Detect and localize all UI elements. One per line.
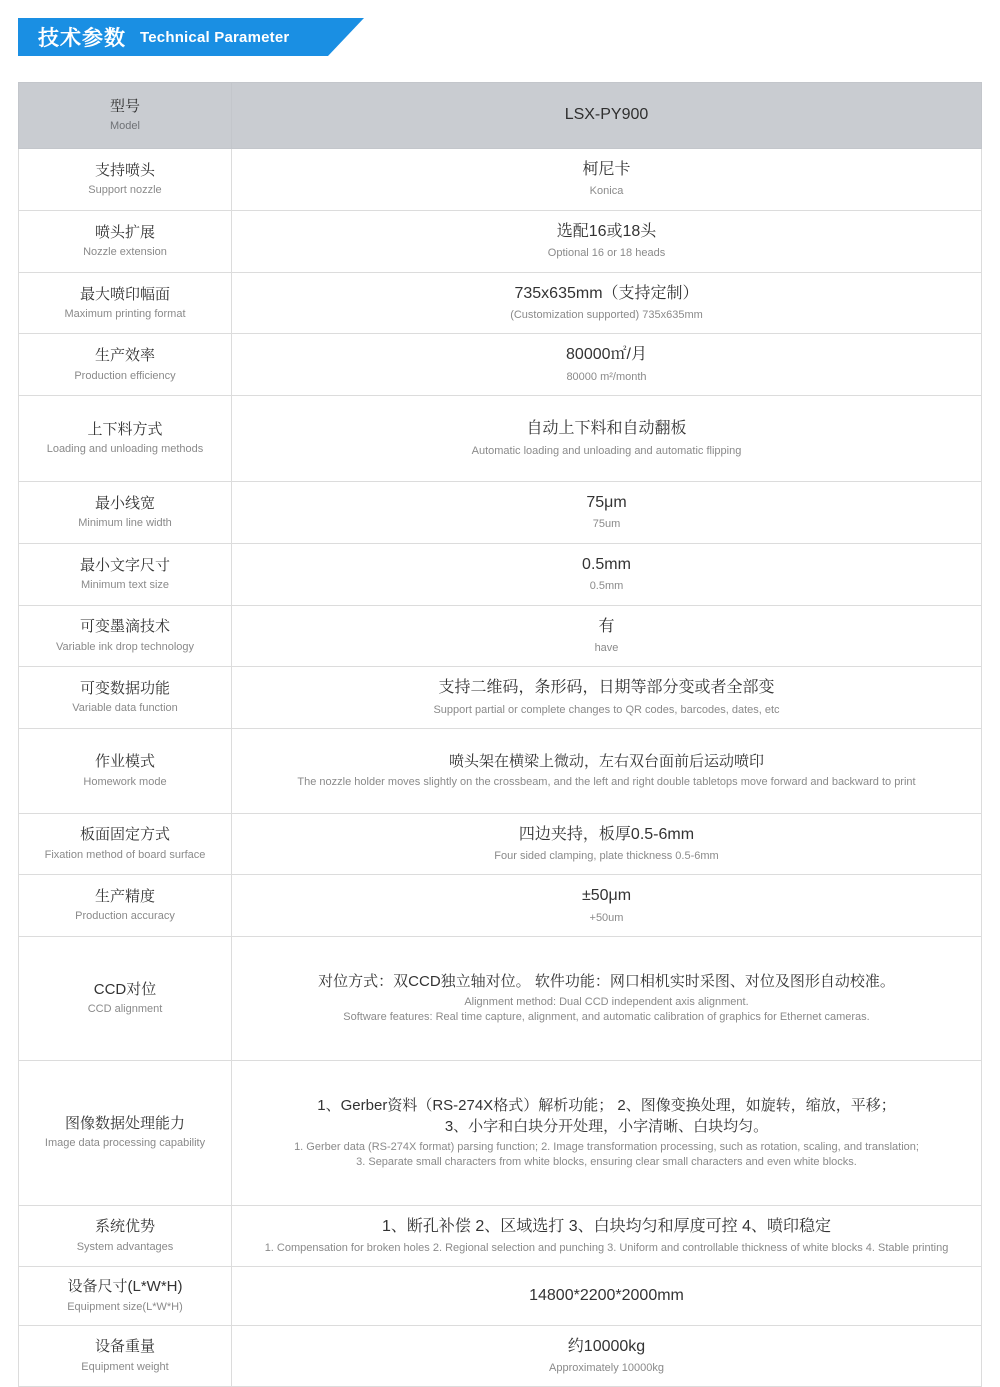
row-label-cell: [19, 396, 232, 482]
row-value-cn: 14800*2200*2000mm: [529, 1286, 684, 1304]
table-row: [19, 875, 982, 937]
row-label-cn: 设备重量: [94, 1338, 155, 1356]
row-value-cn: 80000㎡/月: [566, 346, 647, 364]
row-label-en: Support nozzle: [88, 184, 162, 197]
row-label-en: System advantages: [76, 1240, 174, 1253]
row-label-cell: [19, 149, 232, 211]
row-label-cn: 可变数据功能: [79, 680, 170, 698]
banner-title-cn: 技术参数: [38, 27, 126, 50]
row-label-cn: 上下料方式: [87, 421, 163, 439]
row-value-en: The nozzle holder moves slightly on the crossbeam, and the left and right double tabletops move forward and backward to print: [297, 776, 916, 789]
row-value-cell: [232, 605, 982, 667]
header-label-en: Model: [110, 120, 140, 133]
row-value-en: 1. Compensation for broken holes 2. Regional selection and punching 3. Uniform and controllable thickness of white blocks 4. Stable printing: [264, 1242, 949, 1255]
table-row: [19, 813, 982, 875]
row-value-en: have: [594, 641, 619, 654]
row-label-cn: 支持喷头: [94, 161, 155, 179]
row-value-cell: [232, 1267, 982, 1325]
row-label-en: Maximum printing format: [64, 307, 186, 320]
table-row: [19, 210, 982, 272]
row-label-cn: 系统优势: [94, 1218, 155, 1236]
row-value-en: 1. Gerber data (RS-274X format) parsing function; 2. Image transformation processing, such as rotation, scaling, and translation; 3. Separate small characters from white blocks, ensuring clear small characters and even white blocks.: [294, 1140, 919, 1169]
row-value-cell: [232, 482, 982, 544]
row-value-en: 0.5mm: [589, 580, 624, 593]
row-value-en: 75um: [592, 518, 621, 531]
table-row: [19, 729, 982, 813]
row-value-cn: 75μm: [586, 494, 627, 511]
row-value-cell: [232, 729, 982, 813]
row-value-en: Four sided clamping, plate thickness 0.5-6mm: [494, 849, 719, 862]
header-value-cn: LSX-PY900: [564, 106, 649, 124]
row-label-en: Production efficiency: [74, 369, 176, 382]
row-value-cell: [232, 1325, 982, 1387]
row-label-en: Image data processing capability: [44, 1137, 206, 1150]
row-value-cn: 0.5mm: [582, 555, 631, 573]
row-value-en: Konica: [589, 185, 624, 198]
row-label-cell: [19, 1267, 232, 1325]
table-row: [19, 937, 982, 1061]
spec-table-body: [19, 83, 982, 1387]
row-label-cn: 最大喷印幅面: [79, 285, 170, 303]
table-row: [19, 149, 982, 211]
row-label-en: Fixation method of board surface: [44, 848, 206, 861]
row-value-cell: [232, 210, 982, 272]
row-value-cell: [232, 272, 982, 334]
row-label-cell: [19, 667, 232, 729]
row-value-cn: 选配16或18头: [556, 222, 657, 240]
table-row: [19, 482, 982, 544]
row-value-cell: [232, 396, 982, 482]
row-label-cell: [19, 729, 232, 813]
row-label-en: Variable ink drop technology: [56, 640, 194, 653]
row-value-en: 80000 m²/month: [566, 370, 647, 383]
row-value-en: Support partial or complete changes to QR codes, barcodes, dates, etc: [433, 703, 780, 716]
table-header-value-cell: [232, 83, 982, 149]
row-value-cell: [232, 875, 982, 937]
row-label-cn: 生产效率: [94, 347, 155, 365]
row-value-cn: 自动上下料和自动翻板: [526, 420, 687, 438]
row-value-en: Automatic loading and unloading and automatic flipping: [471, 444, 742, 457]
row-label-cn: 喷头扩展: [94, 223, 155, 241]
row-label-cell: [19, 210, 232, 272]
row-value-en: (Customization supported) 735x635mm: [510, 309, 703, 322]
row-label-en: Production accuracy: [75, 910, 175, 923]
row-label-en: Loading and unloading methods: [46, 443, 204, 456]
table-row: [19, 667, 982, 729]
row-value-cell: [232, 1205, 982, 1267]
table-row: [19, 396, 982, 482]
row-value-cell: [232, 334, 982, 396]
row-label-cell: [19, 813, 232, 875]
row-value-cell: [232, 543, 982, 605]
row-label-en: Nozzle extension: [83, 245, 167, 258]
row-value-cn: 对位方式：双CCD独立轴对位。 软件功能：网口相机实时采图、对位及图形自动校准。: [318, 973, 895, 991]
row-label-cell: [19, 272, 232, 334]
table-row: [19, 1060, 982, 1205]
row-value-cell: [232, 937, 982, 1061]
row-value-cn: 735x635mm（支持定制）: [514, 284, 699, 302]
row-label-cell: [19, 1325, 232, 1387]
table-row: [19, 605, 982, 667]
row-label-en: Equipment size(L*W*H): [67, 1300, 183, 1313]
row-label-en: Minimum text size: [80, 578, 170, 591]
row-label-cn: 作业模式: [94, 753, 155, 771]
row-value-en: Optional 16 or 18 heads: [547, 247, 666, 260]
row-value-cell: [232, 149, 982, 211]
row-value-cn: 支持二维码，条形码，日期等部分变或者全部变: [438, 679, 775, 697]
row-value-en: Approximately 10000kg: [549, 1361, 664, 1374]
row-value-cell: [232, 1060, 982, 1205]
table-row: [19, 334, 982, 396]
row-value-cn: 1、Gerber资料（RS-274X格式）解析功能； 2、图像变换处理，如旋转，缩放，平移； 3、小字和白块分开处理，小字清晰、白块均匀。: [317, 1096, 896, 1135]
row-label-cell: [19, 605, 232, 667]
row-label-cn: 板面固定方式: [79, 826, 170, 844]
table-row: [19, 272, 982, 334]
row-value-cn: 1、断孔补偿 2、区域选打 3、白块均匀和厚度可控 4、喷印稳定: [382, 1217, 831, 1235]
row-value-cn: ±50μm: [581, 887, 632, 905]
row-label-cell: [19, 543, 232, 605]
row-label-cn: CCD对位: [93, 980, 157, 998]
row-value-cell: [232, 667, 982, 729]
row-label-cn: 最小文字尺寸: [79, 556, 170, 574]
specification-table: [18, 82, 982, 1387]
row-label-cell: [19, 937, 232, 1061]
table-row: [19, 1267, 982, 1325]
row-label-en: Equipment weight: [81, 1360, 169, 1373]
banner-text-group: [18, 18, 289, 56]
row-label-en: CCD alignment: [87, 1003, 163, 1016]
row-label-cell: [19, 875, 232, 937]
row-label-cn: 设备尺寸(L*W*H): [67, 1278, 183, 1296]
row-value-cell: [232, 813, 982, 875]
banner-arrow-shape: [328, 18, 364, 56]
row-value-en: Alignment method: Dual CCD independent axis alignment. Software features: Real time capture, alignment, and automatic calibration of graphics for Ethernet cameras.: [343, 996, 870, 1024]
row-value-cn: 喷头架在横梁上微动，左右双台面前后运动喷印: [448, 753, 764, 771]
row-label-en: Homework mode: [83, 775, 167, 788]
table-row: [19, 543, 982, 605]
table-header-label-cell: [19, 83, 232, 149]
table-row: [19, 1205, 982, 1267]
row-label-en: Variable data function: [72, 702, 178, 715]
row-label-cell: [19, 334, 232, 396]
section-banner: [18, 18, 358, 56]
row-value-cn: 有: [598, 617, 615, 635]
table-row: [19, 1325, 982, 1387]
table-header-row: [19, 83, 982, 149]
row-label-cn: 图像数据处理能力: [64, 1115, 185, 1133]
row-label-cell: [19, 1060, 232, 1205]
row-label-cn: 可变墨滴技术: [79, 618, 170, 636]
header-label-cn: 型号: [109, 98, 140, 115]
row-value-cn: 四边夹持，板厚0.5-6mm: [518, 825, 695, 843]
row-value-cn: 柯尼卡: [582, 161, 631, 179]
banner-title-en: Technical Parameter: [140, 28, 290, 46]
row-label-cell: [19, 1205, 232, 1267]
row-label-en: Minimum line width: [78, 517, 172, 530]
row-value-cn: 约10000kg: [567, 1337, 646, 1355]
row-label-cell: [19, 482, 232, 544]
row-label-cn: 生产精度: [94, 888, 155, 906]
row-label-cn: 最小线宽: [94, 494, 155, 512]
row-value-en: +50um: [589, 911, 624, 924]
